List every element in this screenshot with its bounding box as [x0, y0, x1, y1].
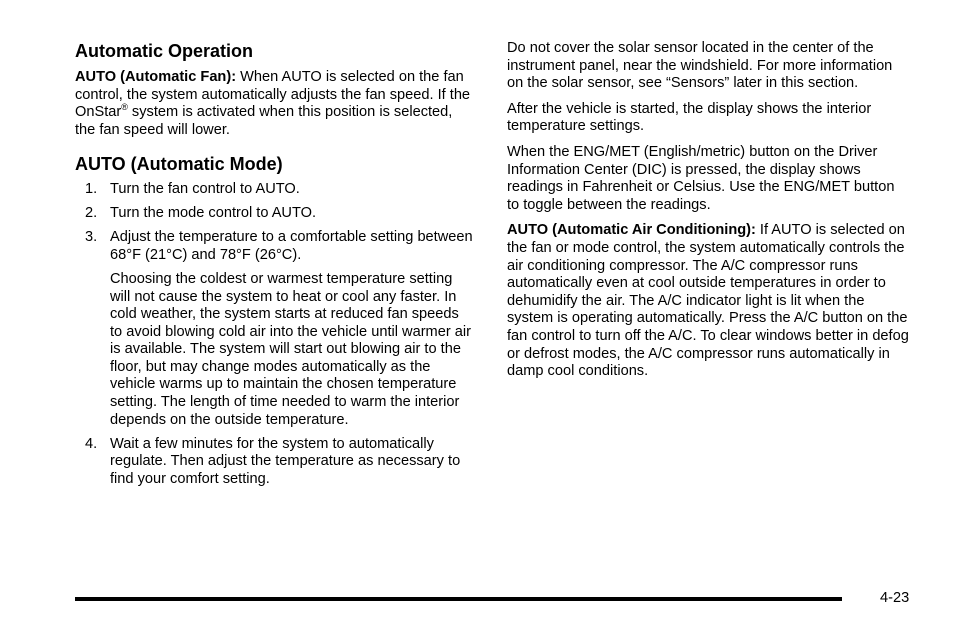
step-note: Choosing the coldest or warmest temperature setting will not cause the system to heat or cool any faster. In cold weather, the system starts at reduced fan speeds to avoid blowing cold air into the vehicle until warmer air is available. The system will start out blowing air to the floor, but may change modes automatically as the vehicle warms up to maintain the chosen temperature setting. The length of time needed to warm the interior depends on the outside temperature. [110, 270, 471, 428]
auto-fan-text-b: system is activated when this position is selected, the fan speed will lower. [75, 104, 453, 138]
step-item [75, 229, 475, 429]
paragraph-auto-ac [507, 222, 909, 380]
step-number: 2. [85, 205, 98, 222]
step-number: 3. [85, 229, 98, 246]
auto-ac-lead: AUTO (Automatic Air Conditioning): [507, 222, 756, 239]
step-item [75, 181, 475, 199]
paragraph-eng-met: When the ENG/MET (English/metric) button on the Driver Information Center (DIC) is pressed, the display shows readings in Fahrenheit or Celsius. Use the ENG/MET button to toggle between the readings. [507, 143, 895, 213]
step-number: 1. [85, 181, 98, 198]
right-column [507, 40, 909, 389]
heading-automatic-operation: Automatic Operation [75, 41, 254, 61]
paragraph-display: After the vehicle is started, the display shows the interior temperature settings. [507, 100, 872, 135]
step-text: Adjust the temperature to a comfortable setting between 68°F (21°C) and 78°F (26°C). [110, 229, 473, 263]
left-column [75, 40, 475, 495]
page-number: 4-23 [880, 590, 910, 606]
step-number: 4. [85, 435, 98, 452]
heading-auto-mode: AUTO (Automatic Mode) [75, 154, 283, 175]
step-text: Wait a few minutes for the system to automatically regulate. Then adjust the temperature as necessary to find your comfort setting. [110, 435, 461, 487]
steps-list [75, 181, 475, 488]
paragraph-auto-fan [75, 69, 475, 139]
auto-fan-text-a: When AUTO is selected on the fan control, the system automatically adjusts the fan speed. If the OnStar [75, 69, 471, 121]
paragraph-solar-sensor: Do not cover the solar sensor located in the center of the instrument panel, near the windshield. For more information on the solar sensor, see “Sensors” later in this section. [507, 40, 893, 92]
step-item [75, 436, 475, 489]
auto-fan-lead: AUTO (Automatic Fan): [75, 69, 237, 85]
auto-ac-text: If AUTO is selected on the fan or mode control, the system automatically controls the air conditioning compressor. The A/C compressor runs automatically even at cool outside temperatures in order to dehumidify the air. The A/C indicator light is lit when the system is operating automatically. Press the A/C button on the fan control to turn off the A/C. To clear windows better in defog or defrost modes, the A/C compressor runs automatically in damp cool conditions. [507, 222, 909, 380]
step-text: Turn the fan control to AUTO. [110, 181, 300, 198]
footer-rule [75, 597, 842, 601]
step-text: Turn the mode control to AUTO. [110, 205, 317, 222]
step-item [75, 205, 475, 223]
registered-mark: ® [121, 102, 128, 113]
